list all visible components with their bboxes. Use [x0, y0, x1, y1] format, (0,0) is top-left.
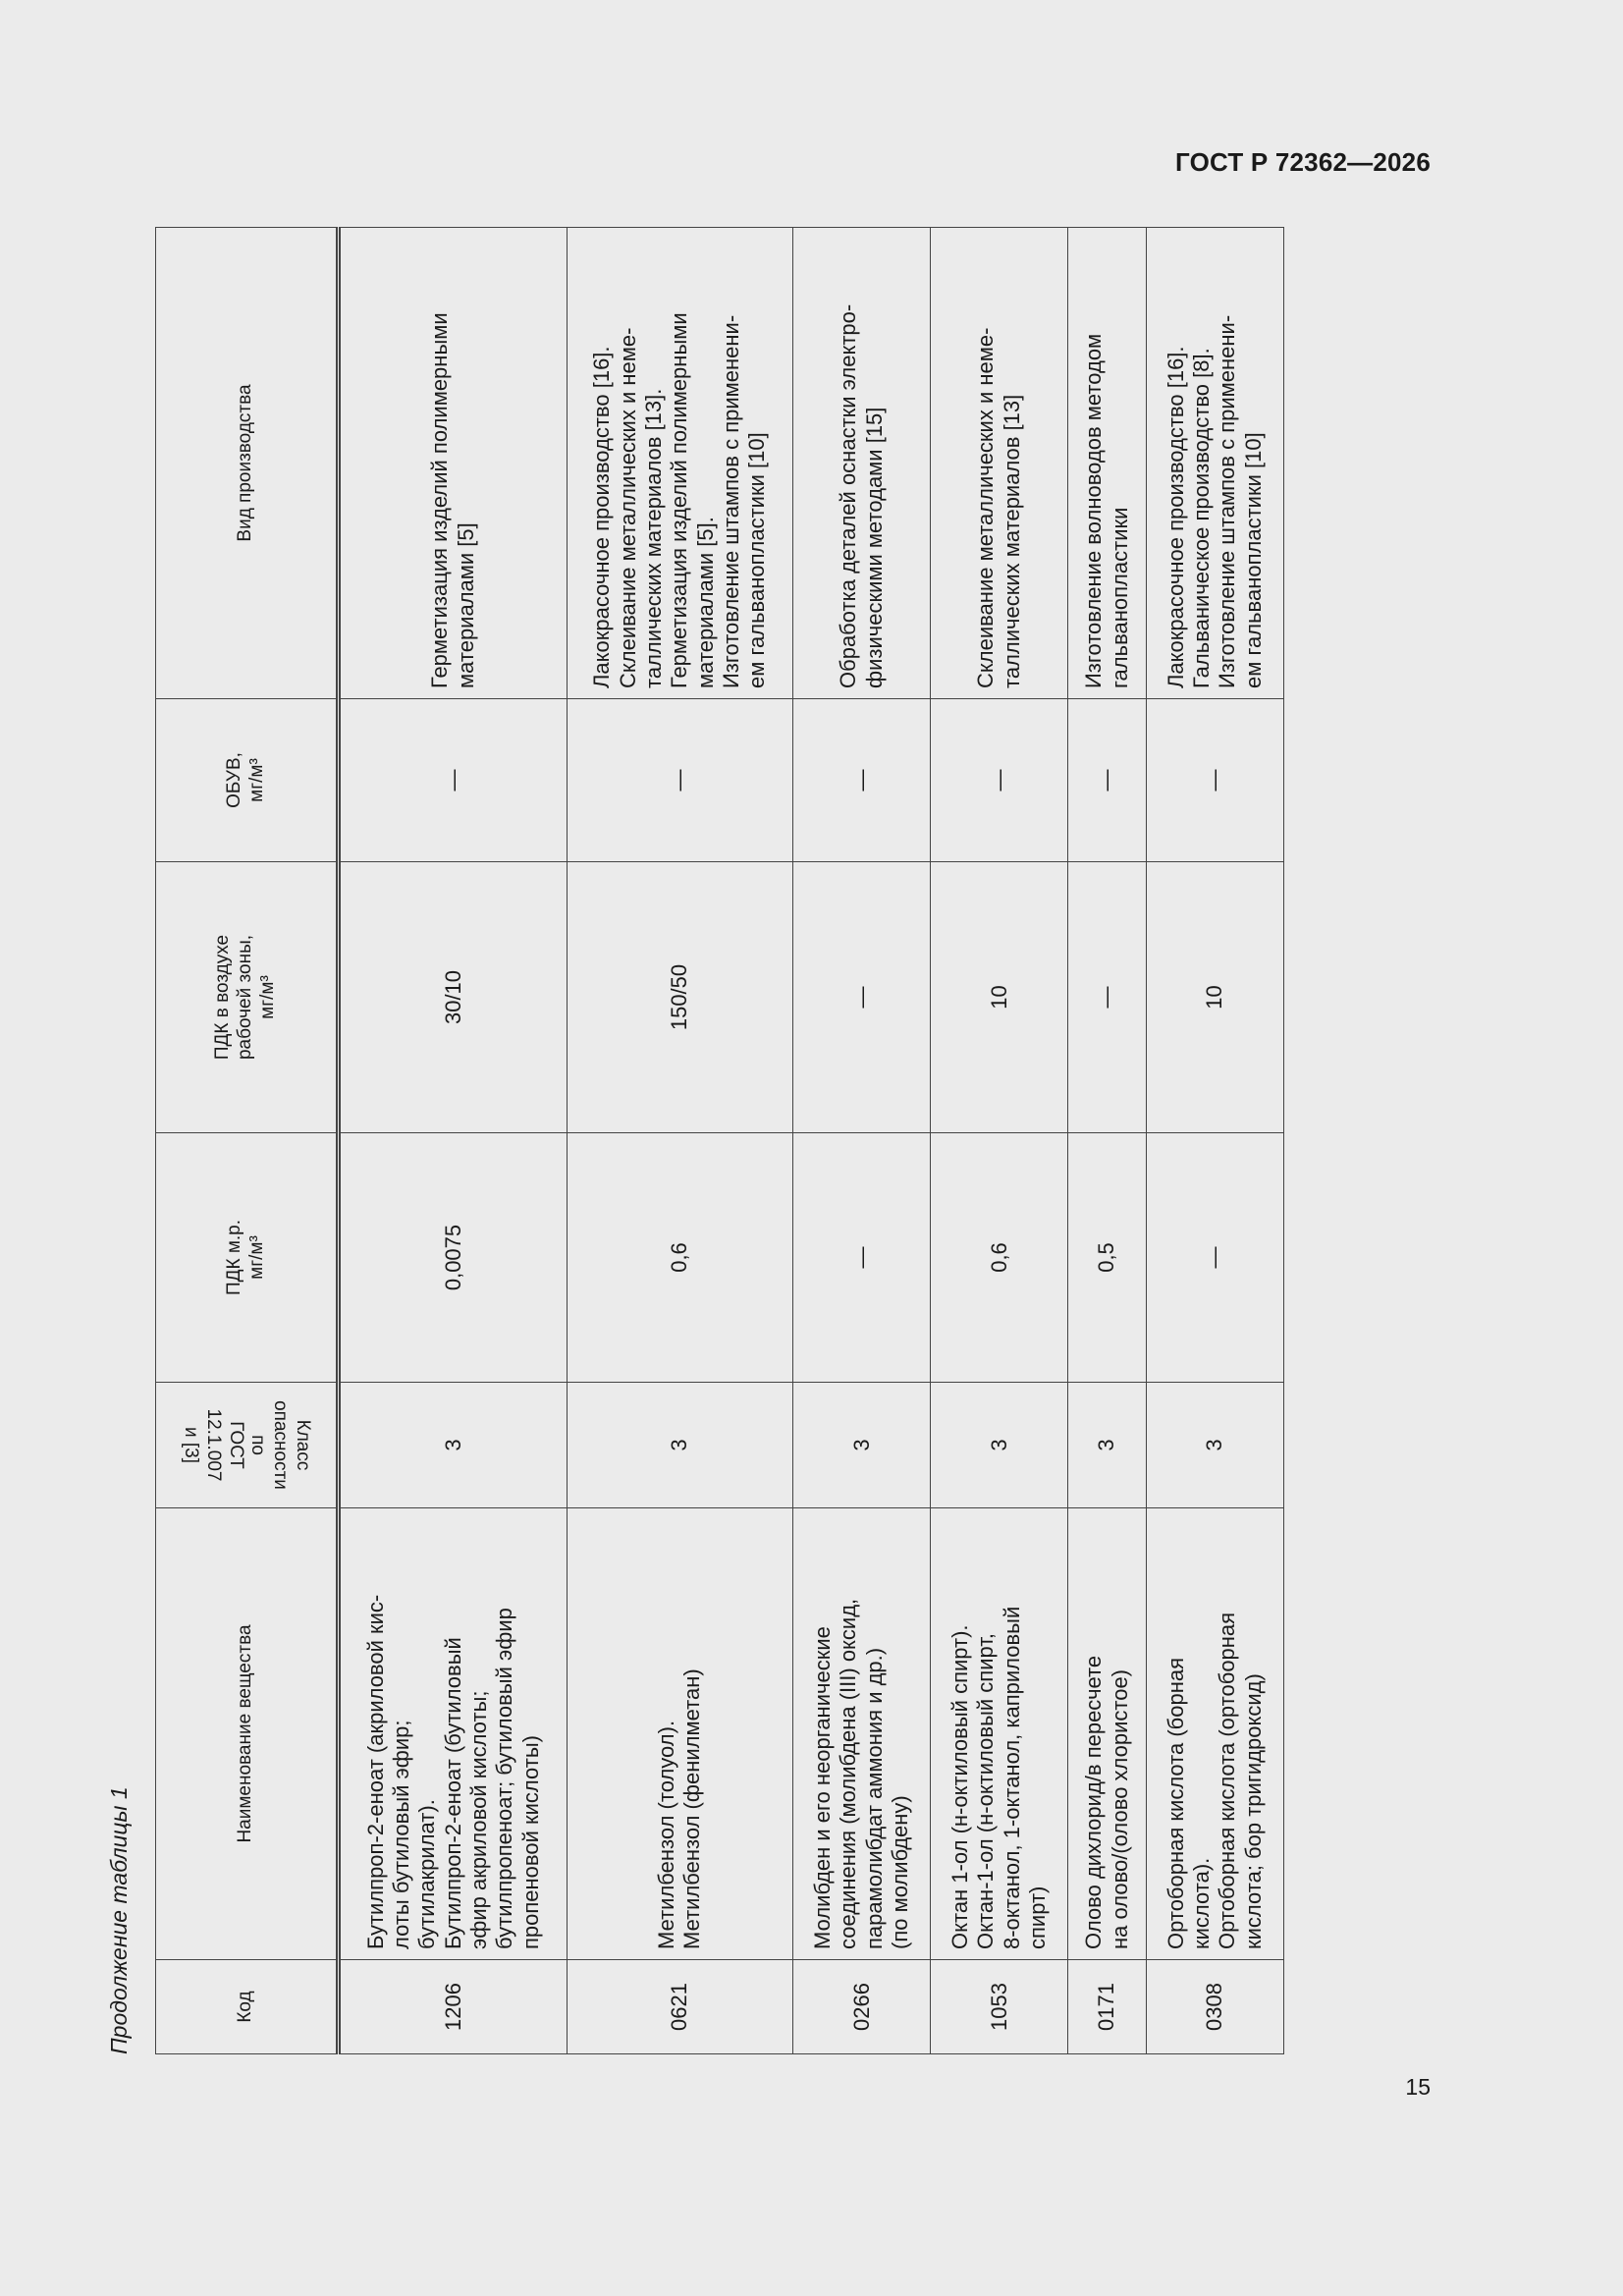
table-row [1146, 228, 1283, 2054]
cell-name: Бутилпроп-2-еноат (акриловой кис- лоты бутиловый эфир; бутилакрилат). Бутилпроп-2-еноат (бутиловый эфир акриловой кислоты; бутилпропеноат; бутиловый эфир пропеновой кислоты) [339, 1508, 568, 1960]
col-header-pdk-mr: ПДК м.р. мг/м³ [156, 1133, 339, 1383]
page-number: 15 [1405, 2074, 1431, 2100]
cell-pdk-work: 150/50 [567, 862, 792, 1133]
cell-obuv: — [1068, 699, 1147, 862]
cell-code: 0171 [1068, 1960, 1147, 2054]
cell-pdk-mr: 0,0075 [339, 1133, 568, 1383]
cell-obuv: — [339, 699, 568, 862]
cell-obuv: — [567, 699, 792, 862]
cell-name: Октан 1-ол (н-октиловый спирт). Октан-1-ол (н-октиловый спирт, 8-октанол, 1-октанол, каприловый спирт) [931, 1508, 1068, 1960]
cell-pdk-work: — [1068, 862, 1147, 1133]
table-header-row [156, 228, 339, 2054]
cell-production: Обработка деталей оснастки электро- физическими методами [15] [793, 228, 931, 699]
table-row [339, 228, 568, 2054]
cell-pdk-work: 10 [1146, 862, 1283, 1133]
cell-production: Лакокрасочное производство [16]. Гальваническое производство [8]. Изготовление штампов с применени- ем гальванопластики [10] [1146, 228, 1283, 699]
col-header-production: Вид производства [156, 228, 339, 699]
cell-code: 0621 [567, 1960, 792, 2054]
cell-name: Молибден и его неорганические соединения (молибдена (III) оксид, парамолибдат аммония и др.) (по молибдену) [793, 1508, 931, 1960]
rotated-table-region [106, 228, 1284, 2054]
cell-obuv: — [1146, 699, 1283, 862]
table-row [1068, 228, 1147, 2054]
cell-hazard-class: 3 [567, 1383, 792, 1508]
col-header-name: Наименование вещества [156, 1508, 339, 1960]
cell-production: Склеивание металлических и неме- таллических материалов [13] [931, 228, 1068, 699]
cell-code: 0308 [1146, 1960, 1283, 2054]
cell-pdk-work: 10 [931, 862, 1068, 1133]
cell-pdk-work: — [793, 862, 931, 1133]
cell-name: Олово дихлорид/в пересчете на олово/(олово хлористое) [1068, 1508, 1147, 1960]
cell-hazard-class: 3 [1068, 1383, 1147, 1508]
cell-hazard-class: 3 [1146, 1383, 1283, 1508]
cell-obuv: — [931, 699, 1068, 862]
cell-hazard-class: 3 [931, 1383, 1068, 1508]
cell-obuv: — [793, 699, 931, 862]
cell-production: Герметизация изделий полимерными материалами [5] [339, 228, 568, 699]
cell-code: 0266 [793, 1960, 931, 2054]
cell-code: 1206 [339, 1960, 568, 2054]
cell-name: Ортоборная кислота (борная кислота). Ортоборная кислота (ортоборная кислота; бор тригидроксид) [1146, 1508, 1283, 1960]
cell-production: Лакокрасочное производство [16]. Склеивание металлических и неме- таллических материалов [13]. Герметизация изделий полимерными материалами [5]. Изготовление штампов с применени- ем гальванопластики [10] [567, 228, 792, 699]
cell-name: Метилбензол (толуол). Метилбензол (фенилметан) [567, 1508, 792, 1960]
cell-pdk-mr: 0,6 [567, 1133, 792, 1383]
cell-pdk-work: 30/10 [339, 862, 568, 1133]
cell-pdk-mr: — [1146, 1133, 1283, 1383]
table-row [793, 228, 931, 2054]
col-header-pdk-work: ПДК в воздухе рабочей зоны, мг/м³ [156, 862, 339, 1133]
cell-pdk-mr: — [793, 1133, 931, 1383]
table-continuation-label: Продолжение таблицы 1 [106, 1786, 132, 2054]
table-row [567, 228, 792, 2054]
col-header-code: Код [156, 1960, 339, 2054]
cell-pdk-mr: 0,6 [931, 1133, 1068, 1383]
cell-hazard-class: 3 [793, 1383, 931, 1508]
substances-table [155, 227, 1284, 2054]
table-row [931, 228, 1068, 2054]
cell-code: 1053 [931, 1960, 1068, 2054]
col-header-obuv: ОБУВ, мг/м³ [156, 699, 339, 862]
cell-pdk-mr: 0,5 [1068, 1133, 1147, 1383]
col-header-hazard-class: Класс опасности по ГОСТ 12.1.007 и [3] [156, 1383, 339, 1508]
document-code: ГОСТ Р 72362—2026 [1175, 147, 1431, 177]
cell-production: Изготовление волноводов методом гальванопластики [1068, 228, 1147, 699]
cell-hazard-class: 3 [339, 1383, 568, 1508]
